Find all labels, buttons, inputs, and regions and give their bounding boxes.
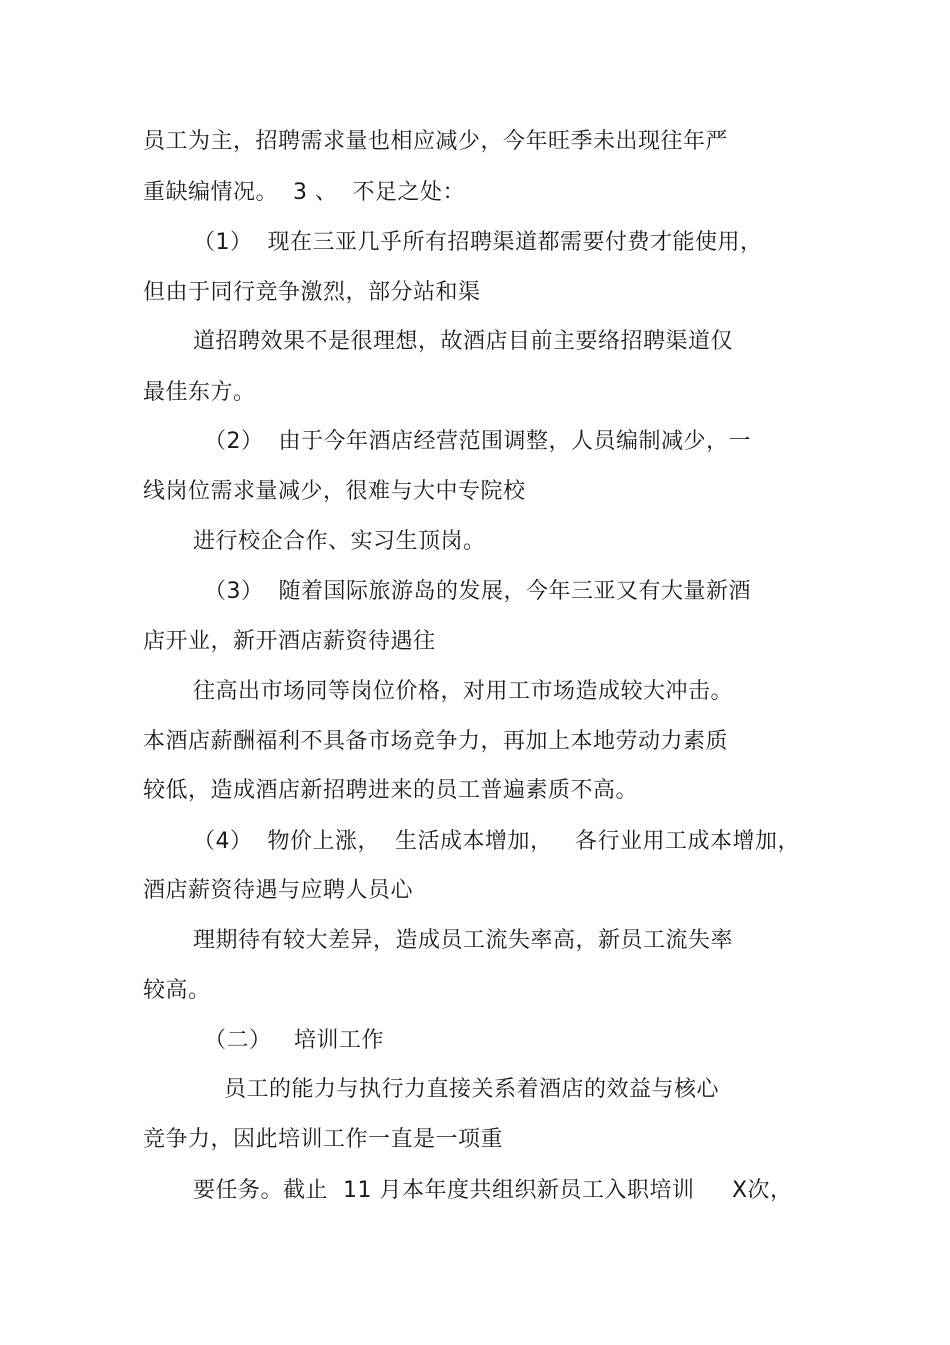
text-line: 线岗位需求量减少，很难与大中专院校 (143, 479, 526, 504)
text-line: 较高。 (143, 978, 211, 1003)
text-line: 酒店薪资待遇与应聘人员心 (143, 878, 414, 903)
text-line: 较低，造成酒店新招聘进来的员工普遍素质不高。 (143, 778, 639, 803)
section-heading: （二） 培训工作 (204, 1028, 384, 1053)
text-line: 店开业，新开酒店薪资待遇往 (143, 629, 436, 654)
text-line: （2） 由于今年酒店经营范围调整，人员编制减少，一 (204, 429, 751, 454)
text-line: 但由于同行竞争激烈，部分站和渠 (143, 280, 481, 305)
text-line: 道招聘效果不是很理想，故酒店目前主要络招聘渠道仅 (193, 329, 734, 354)
text-line: 往高出市场同等岗位价格，对用工市场造成较大冲击。 (193, 679, 734, 704)
text-line: 进行校企合作、实习生顶岗。 (193, 529, 486, 554)
text-line: 重缺编情况。 3 、 不足之处： (143, 180, 465, 205)
text-line: （1） 现在三亚几乎所有招聘渠道都需要付费才能使用， (193, 230, 763, 255)
text-line: 理期待有较大差异，造成员工流失率高，新员工流失率 (193, 928, 734, 953)
text-line: （4） 物价上涨， 生活成本增加， 各行业用工成本增加， (193, 829, 800, 854)
text-line: （3） 随着国际旅游岛的发展，今年三亚又有大量新酒 (204, 579, 751, 604)
text-line: 最佳东方。 (143, 380, 256, 405)
text-line: 竞争力，因此培训工作一直是一项重 (143, 1127, 504, 1152)
text-line: 要任务。截止 11 月本年度共组织新员工入职培训 X次， (193, 1178, 793, 1203)
text-line: 员工的能力与执行力直接关系着酒店的效益与核心 (224, 1077, 720, 1102)
text-line: 本酒店薪酬福利不具备市场竞争力，再加上本地劳动力素质 (143, 729, 729, 754)
text-line: 员工为主，招聘需求量也相应减少，今年旺季未出现往年严 (143, 129, 729, 154)
